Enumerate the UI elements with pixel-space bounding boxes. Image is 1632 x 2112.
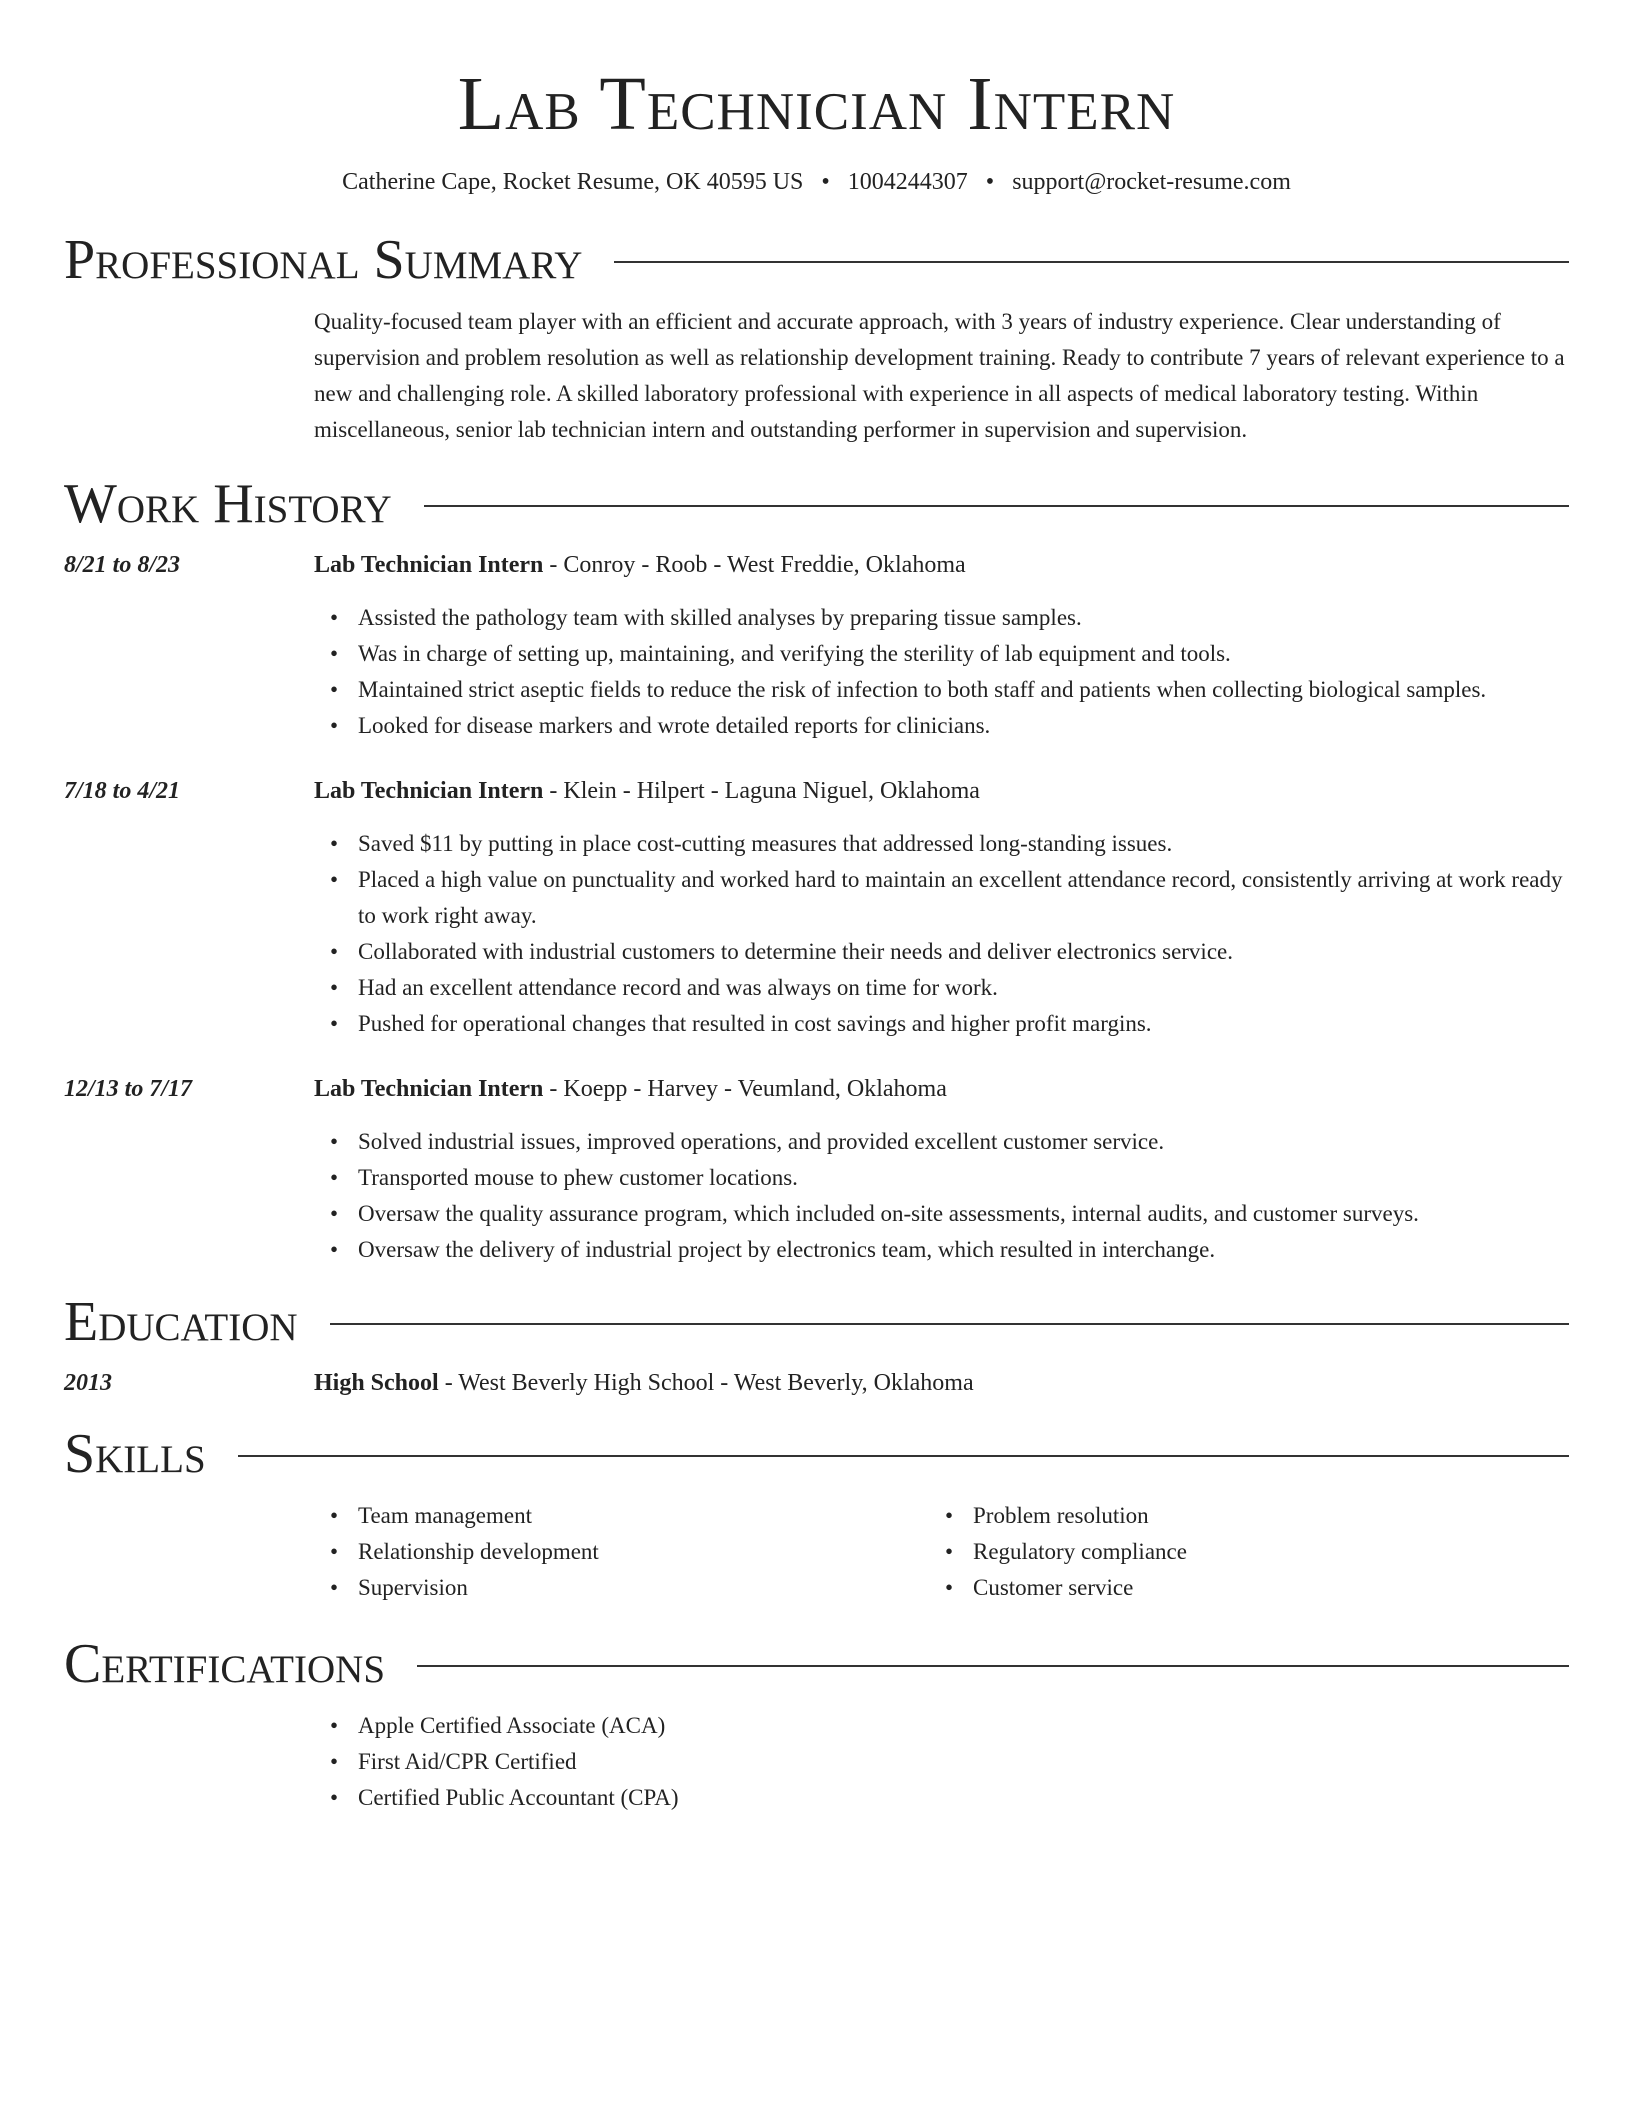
resume-page (64, 0, 1569, 1816)
summary-text: Quality-focused team player with an efficient and accurate approach, with 3 years of industry experience. Clear understanding of supervision and problem resolution as well as relationship development training. Ready to contribute 7 years of relevant experience to a new and challenging role. A skilled laboratory professional with experience in all aspects of medical laboratory testing. Within miscellaneous, senior lab technician intern and outstanding performer in supervision and supervision. (314, 309, 1565, 442)
section-header-work-history (64, 472, 1569, 536)
contact-separator: • (821, 169, 830, 195)
job-company: - Conroy - Roob - West Freddie, Oklahoma (543, 552, 966, 578)
contact-email: support@rocket-resume.com (1012, 169, 1291, 195)
contact-separator: • (985, 169, 995, 195)
job-dates: 8/21 to 8/23 (64, 552, 181, 578)
job-bullet: • Collaborated with industrial customers to determine their needs and deliver electronics service. (358, 934, 1569, 970)
skill-item: • Team management (358, 1498, 929, 1534)
job-title: Lab Technician Intern (314, 778, 544, 804)
skill-item: • Problem resolution (973, 1498, 1544, 1534)
skill-item: • Regulatory compliance (973, 1534, 1544, 1570)
job-dates: 7/18 to 4/21 (64, 778, 181, 804)
section-divider (424, 505, 1569, 507)
certification-item: • First Aid/CPR Certified (358, 1744, 1569, 1780)
job-bullet: • Placed a high value on punctuality and worked hard to maintain an excellent attendance record, consistently arriving at work ready to work right away. (358, 862, 1569, 934)
job-company: - Koepp - Harvey - Veumland, Oklahoma (543, 1076, 947, 1102)
job-title-line (314, 548, 966, 582)
education-school: - West Beverly High School - West Beverly, Oklahoma (438, 1370, 974, 1396)
job-bullet: • Had an excellent attendance record and was always on time for work. (358, 970, 1569, 1006)
job-bullets (314, 826, 1569, 1042)
job-bullet: • Was in charge of setting up, maintaining, and verifying the sterility of lab equipment and tools. (358, 636, 1569, 672)
job-bullet: • Looked for disease markers and wrote detailed reports for clinicians. (358, 708, 1569, 744)
job-bullet: • Assisted the pathology team with skilled analyses by preparing tissue samples. (358, 600, 1569, 636)
job-title: Lab Technician Intern (314, 552, 544, 578)
education-entry (64, 1366, 1569, 1400)
resume-title: Lab Technician Intern (457, 62, 1176, 146)
job-bullet: • Solved industrial issues, improved operations, and provided excellent customer service. (358, 1124, 1569, 1160)
job-title-line (314, 1072, 947, 1106)
job-entry (64, 774, 1569, 1042)
skill-item: • Relationship development (358, 1534, 929, 1570)
job-bullets (314, 600, 1569, 744)
job-bullet: • Pushed for operational changes that resulted in cost savings and higher profit margins. (358, 1006, 1569, 1042)
education-degree: High School (314, 1370, 439, 1396)
job-dates: 12/13 to 7/17 (64, 1076, 193, 1102)
education-line (314, 1366, 974, 1400)
contact-line (64, 166, 1569, 198)
job-bullets (314, 1124, 1569, 1268)
job-bullet: • Maintained strict aseptic fields to reduce the risk of infection to both staff and patients when collecting biological samples. (358, 672, 1569, 708)
job-entry (64, 1072, 1569, 1268)
section-title-work-history: Work History (64, 473, 392, 535)
education-year: 2013 (64, 1370, 112, 1396)
section-header-education (64, 1290, 1569, 1354)
section-divider (417, 1665, 1569, 1667)
certifications-list (314, 1708, 1569, 1816)
section-header-certifications (64, 1632, 1569, 1696)
job-bullet: • Transported mouse to phew customer locations. (358, 1160, 1569, 1196)
contact-phone: 1004244307 (847, 169, 968, 195)
section-title-summary: Professional Summary (64, 229, 583, 291)
skill-item: • Customer service (973, 1570, 1544, 1606)
job-company: - Klein - Hilpert - Laguna Niguel, Oklahoma (543, 778, 980, 804)
section-title-skills: Skills (64, 1423, 206, 1485)
section-header-skills (64, 1422, 1569, 1486)
certification-item: • Apple Certified Associate (ACA) (358, 1708, 1569, 1744)
section-divider (614, 261, 1569, 263)
job-bullet: • Saved $11 by putting in place cost-cutting measures that addressed long-standing issues. (358, 826, 1569, 862)
section-divider (330, 1323, 1569, 1325)
job-bullet: • Oversaw the delivery of industrial project by electronics team, which resulted in interchange. (358, 1232, 1569, 1268)
contact-address: Catherine Cape, Rocket Resume, OK 40595 US (342, 169, 804, 195)
skill-item: • Supervision (358, 1570, 929, 1606)
job-title-line (314, 774, 980, 808)
job-bullet: • Oversaw the quality assurance program, which included on-site assessments, internal audits, and customer surveys. (358, 1196, 1569, 1232)
job-entry (64, 548, 1569, 744)
skills-list-right (929, 1498, 1544, 1606)
section-title-education: Education (64, 1291, 298, 1353)
section-divider (238, 1455, 1569, 1457)
skills-list-left (314, 1498, 929, 1606)
skills-grid (314, 1498, 1569, 1606)
section-title-certifications: Certifications (64, 1633, 386, 1695)
job-title: Lab Technician Intern (314, 1076, 544, 1102)
certification-item: • Certified Public Accountant (CPA) (358, 1780, 1569, 1816)
section-header-summary (64, 228, 1569, 292)
